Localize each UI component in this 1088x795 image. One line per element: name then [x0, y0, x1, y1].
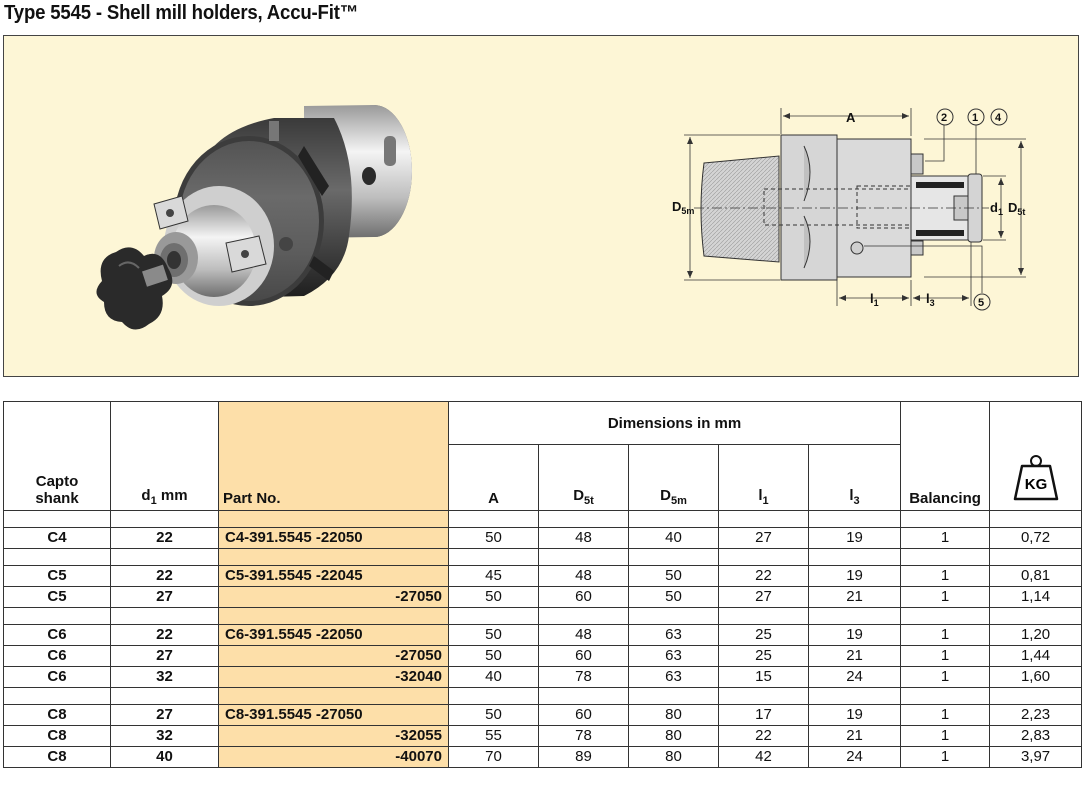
cell-A: 50	[449, 625, 539, 646]
cell-D5t: 48	[539, 528, 629, 549]
table-row	[4, 646, 1082, 667]
cell-capto-shank: C8	[4, 747, 111, 768]
cell-D5t: 78	[539, 667, 629, 688]
cell-l1: 22	[719, 726, 809, 747]
cell-part-no: C6-391.5545 -22050	[219, 625, 449, 646]
header-D5t: $D_{5t}$	[539, 445, 629, 511]
table-row	[4, 667, 1082, 688]
cell-part-no: C4-391.5545 -22050	[219, 528, 449, 549]
cell-capto-shank: C5	[4, 566, 111, 587]
cell-d1: 22	[111, 528, 219, 549]
cell-D5t: 60	[539, 646, 629, 667]
figure-canvas	[4, 36, 1079, 377]
cell-balancing: 1	[901, 528, 990, 549]
cell-d1: 27	[111, 587, 219, 608]
table-row	[4, 528, 1082, 549]
holder-illustration	[96, 105, 412, 330]
label-l1: $l_1$	[870, 291, 879, 308]
cell-D5t: 60	[539, 705, 629, 726]
callout-1: 1	[972, 112, 979, 124]
cell-l1: 27	[719, 587, 809, 608]
cell-weight: 1,14	[990, 587, 1082, 608]
header-d1: $d_1$ mm	[111, 402, 219, 511]
cell-l1: 42	[719, 747, 809, 768]
cell-A: 55	[449, 726, 539, 747]
cell-part-no: -32055	[219, 726, 449, 747]
header-dimensions: Dimensions in mm	[449, 402, 901, 445]
cell-l3: 24	[809, 747, 901, 768]
cell-capto-shank: C6	[4, 625, 111, 646]
header-l3: $l_3$	[809, 445, 901, 511]
svg-text:KG: KG	[1024, 476, 1047, 493]
cell-weight: 1,60	[990, 667, 1082, 688]
cell-l1: 25	[719, 625, 809, 646]
cell-part-no: -40070	[219, 747, 449, 768]
cell-balancing: 1	[901, 667, 990, 688]
group-spacer	[4, 608, 1082, 625]
callout-4: 4	[995, 112, 1002, 124]
cell-weight: 2,23	[990, 705, 1082, 726]
cell-A: 50	[449, 587, 539, 608]
cell-part-no: C5-391.5545 -22045	[219, 566, 449, 587]
table-row	[4, 747, 1082, 768]
cell-d1: 27	[111, 646, 219, 667]
cell-capto-shank: C5	[4, 587, 111, 608]
cell-d1: 40	[111, 747, 219, 768]
cell-d1: 22	[111, 625, 219, 646]
header-balancing: Balancing	[901, 402, 990, 511]
table-row	[4, 705, 1082, 726]
cell-A: 50	[449, 646, 539, 667]
figure-panel	[3, 35, 1079, 377]
cell-d1: 32	[111, 667, 219, 688]
star-knob	[96, 247, 172, 329]
page-title: Type 5545 - Shell mill holders, Accu-Fit™	[4, 2, 359, 24]
group-spacer	[4, 511, 1082, 528]
cell-balancing: 1	[901, 726, 990, 747]
cell-D5t: 48	[539, 625, 629, 646]
label-D5t: $D_{5t}$	[1008, 200, 1026, 217]
cell-A: 70	[449, 747, 539, 768]
label-A: A	[846, 110, 856, 125]
cell-balancing: 1	[901, 705, 990, 726]
cell-A: 40	[449, 667, 539, 688]
group-spacer	[4, 549, 1082, 566]
cell-D5t: 78	[539, 726, 629, 747]
weight-icon	[1013, 453, 1059, 503]
cell-capto-shank: C8	[4, 726, 111, 747]
cell-weight: 1,20	[990, 625, 1082, 646]
cell-l3: 19	[809, 528, 901, 549]
cell-weight: 3,97	[990, 747, 1082, 768]
cell-capto-shank: C4	[4, 528, 111, 549]
cell-D5t: 48	[539, 566, 629, 587]
header-weight	[990, 402, 1082, 511]
cell-l3: 24	[809, 667, 901, 688]
cell-l1: 15	[719, 667, 809, 688]
cell-weight: 2,83	[990, 726, 1082, 747]
table-row	[4, 625, 1082, 646]
cell-D5m: 63	[629, 625, 719, 646]
header-A: A	[449, 445, 539, 511]
cell-balancing: 1	[901, 587, 990, 608]
cell-l3: 19	[809, 705, 901, 726]
cell-l1: 17	[719, 705, 809, 726]
header-l1: $l_1$	[719, 445, 809, 511]
cell-D5m: 80	[629, 705, 719, 726]
cell-balancing: 1	[901, 747, 990, 768]
cell-D5t: 60	[539, 587, 629, 608]
cell-l3: 21	[809, 726, 901, 747]
cell-l3: 21	[809, 587, 901, 608]
cell-D5m: 50	[629, 587, 719, 608]
cell-l1: 25	[719, 646, 809, 667]
cell-capto-shank: C8	[4, 705, 111, 726]
spec-table	[3, 401, 1082, 768]
cell-d1: 32	[111, 726, 219, 747]
cell-D5m: 50	[629, 566, 719, 587]
cell-weight: 1,44	[990, 646, 1082, 667]
group-spacer	[4, 688, 1082, 705]
cell-D5m: 40	[629, 528, 719, 549]
callout-5: 5	[978, 297, 985, 309]
cell-part-no: -27050	[219, 646, 449, 667]
cell-part-no: -27050	[219, 587, 449, 608]
cell-A: 45	[449, 566, 539, 587]
table-row	[4, 587, 1082, 608]
cell-A: 50	[449, 705, 539, 726]
cell-weight: 0,72	[990, 528, 1082, 549]
cell-l1: 27	[719, 528, 809, 549]
cell-balancing: 1	[901, 566, 990, 587]
cell-A: 50	[449, 528, 539, 549]
header-D5m: $D_{5m}$	[629, 445, 719, 511]
cell-part-no: C8-391.5545 -27050	[219, 705, 449, 726]
cross-section-drawing	[672, 108, 1026, 310]
cell-D5m: 80	[629, 726, 719, 747]
table-row	[4, 726, 1082, 747]
label-d1: $d_1$	[990, 200, 1003, 217]
cell-balancing: 1	[901, 646, 990, 667]
cell-l3: 19	[809, 566, 901, 587]
cell-weight: 0,81	[990, 566, 1082, 587]
cell-D5m: 63	[629, 646, 719, 667]
cell-D5m: 80	[629, 747, 719, 768]
cell-part-no: -32040	[219, 667, 449, 688]
cell-capto-shank: C6	[4, 646, 111, 667]
label-l3: $l_3$	[926, 291, 935, 308]
cell-D5m: 63	[629, 667, 719, 688]
cell-balancing: 1	[901, 625, 990, 646]
cell-d1: 22	[111, 566, 219, 587]
header-part-no: Part No.	[219, 402, 449, 511]
header-capto-shank: Capto shank	[4, 402, 111, 511]
cell-d1: 27	[111, 705, 219, 726]
cell-l3: 19	[809, 625, 901, 646]
table-row	[4, 566, 1082, 587]
cell-capto-shank: C6	[4, 667, 111, 688]
cell-l3: 21	[809, 646, 901, 667]
cell-D5t: 89	[539, 747, 629, 768]
label-D5m: $D_{5m}$	[672, 199, 695, 216]
cell-l1: 22	[719, 566, 809, 587]
table-body	[4, 511, 1082, 768]
callout-2: 2	[941, 112, 948, 124]
